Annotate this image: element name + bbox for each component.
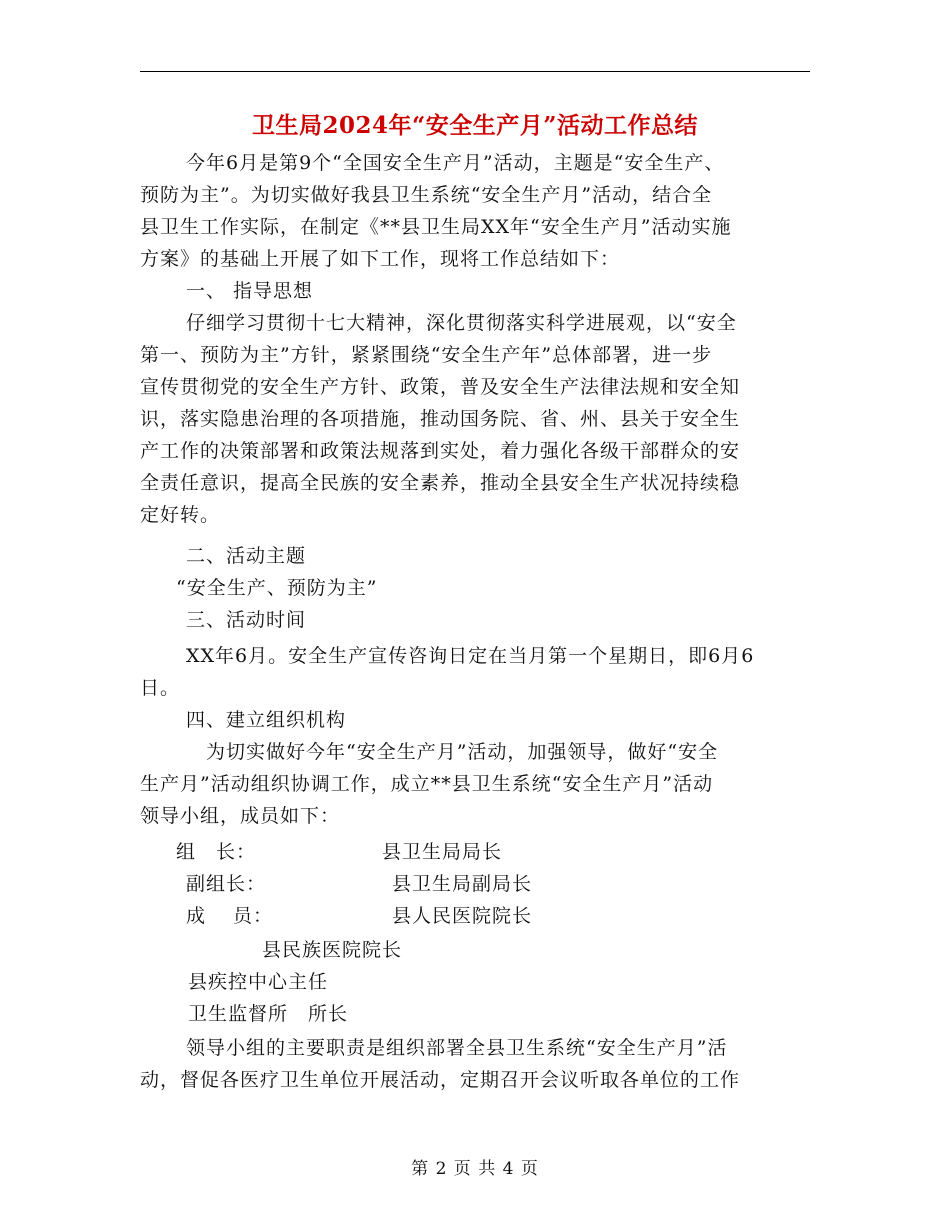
paragraph-line: 定好转。 [140, 504, 221, 526]
paragraph-line: 今年6月是第9个“全国安全生产月”活动，主题是“安全生产、 [186, 152, 725, 174]
member-title: 县卫生局局长 [382, 841, 503, 863]
paragraph-line: 预防为主”。为切实做好我县卫生系统“安全生产月”活动，结合全 [140, 184, 713, 206]
section-heading: 一、 指导思想 [186, 280, 314, 302]
paragraph-line: 方案》的基础上开展了如下工作，现将工作总结如下： [140, 248, 621, 270]
member-title: 县人民医院院长 [392, 905, 533, 927]
member-title: 县疾控中心主任 [188, 971, 329, 993]
document-title: 卫生局2024年“安全生产月”活动工作总结 [252, 112, 698, 139]
paragraph-line: 产工作的决策部署和政策法规落到实处，着力强化各级干部群众的安 [140, 440, 741, 462]
member-title: 县民族医院院长 [262, 939, 403, 961]
member-role-label: 成 员： [186, 905, 274, 927]
section-heading: 四、建立组织机构 [186, 709, 347, 731]
paragraph-line: 全责任意识，提高全民族的安全素养，推动全县安全生产状况持续稳 [140, 472, 741, 494]
member-title: 县卫生局副局长 [392, 873, 533, 895]
member-title: 卫生监督所 所长 [188, 1003, 349, 1025]
paragraph-line: 宣传贯彻党的安全生产方针、政策，普及安全生产法律法规和安全知 [140, 376, 741, 398]
paragraph-line: 领导小组的主要职责是组织部署全县卫生系统“安全生产月”活 [186, 1037, 728, 1059]
member-role-label: 副组长： [186, 873, 267, 895]
paragraph-line: XX年6月。安全生产宣传咨询日定在当月第一个星期日，即6月6 [186, 645, 755, 667]
paragraph-line: 领导小组，成员如下： [140, 805, 341, 827]
section-heading: 二、活动主题 [186, 545, 307, 567]
paragraph-line: 识，落实隐患治理的各项措施，推动国务院、省、州、县关于安全生 [140, 408, 741, 430]
paragraph-line: 为切实做好今年“安全生产月”活动，加强领导，做好“安全 [206, 741, 719, 763]
section-heading: 三、活动时间 [186, 609, 307, 631]
member-role-label: 组 长： [176, 841, 257, 863]
paragraph-line: 生产月”活动组织协调工作，成立**县卫生系统“安全生产月”活动 [140, 773, 714, 795]
paragraph-line: 第一、预防为主”方针，紧紧围绕“安全生产年”总体部署，进一步 [140, 344, 713, 366]
page-number: 第 2 页 共 4 页 [411, 1159, 539, 1179]
paragraph-line: 动，督促各医疗卫生单位开展活动，定期召开会议听取各单位的工作 [140, 1069, 741, 1091]
header-rule [140, 71, 810, 72]
paragraph-line: “安全生产、预防为主” [176, 577, 378, 599]
paragraph-line: 县卫生工作实际，在制定《**县卫生局XX年“安全生产月”活动实施 [140, 216, 732, 238]
paragraph-line: 仔细学习贯彻十七大精神，深化贯彻落实科学进展观，以“安全 [186, 312, 737, 334]
paragraph-line: 日。 [140, 677, 181, 699]
